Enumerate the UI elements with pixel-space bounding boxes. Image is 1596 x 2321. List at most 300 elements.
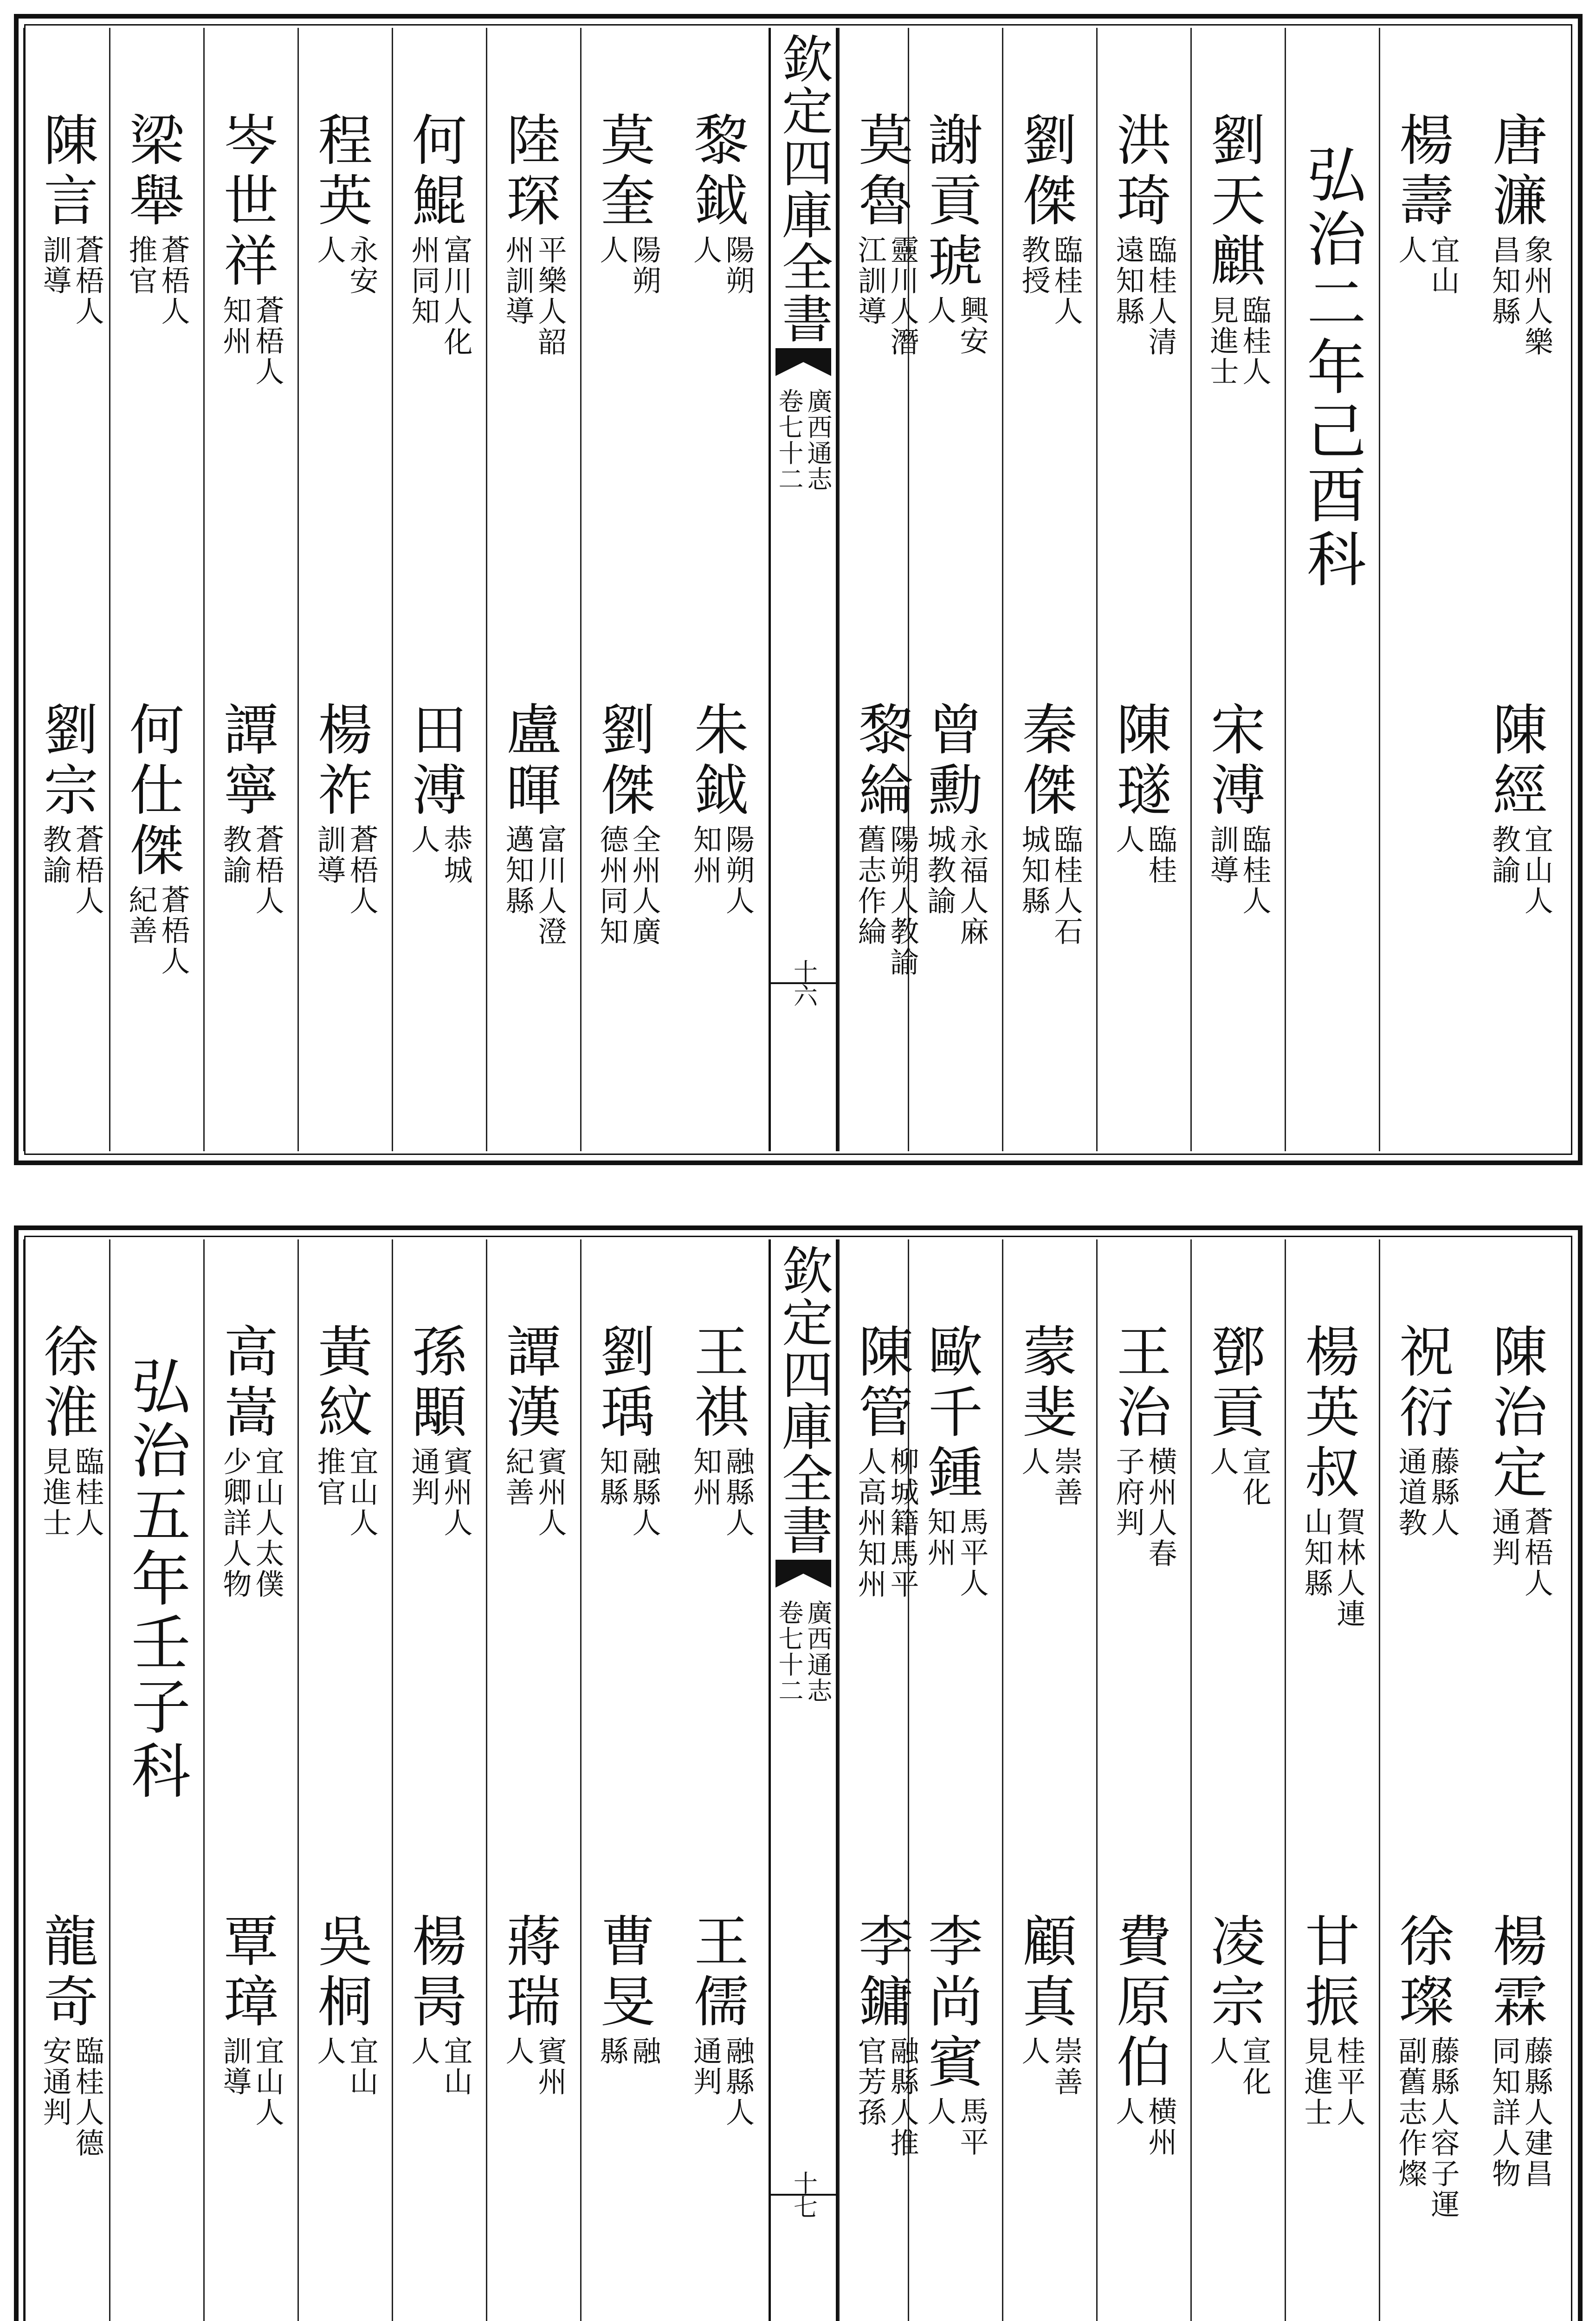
person-name: 李尚賓 — [919, 1913, 983, 2094]
annotation — [408, 235, 471, 357]
text-column — [392, 1239, 486, 2321]
person-name: 秦傑 — [1013, 701, 1077, 822]
annotation — [314, 235, 377, 296]
person-name: 李鏞 — [849, 1913, 913, 2033]
entry — [1286, 1913, 1379, 2128]
text-column — [486, 28, 580, 1151]
person-name: 朱鉞 — [685, 701, 749, 822]
annotation-line: 臨桂人石 — [1049, 824, 1083, 947]
annotation-line: 横州 — [1144, 2096, 1177, 2158]
entry — [674, 701, 769, 916]
annotation-line: 藤縣人建昌 — [1519, 2036, 1554, 2189]
person-name: 宋溥 — [1202, 701, 1266, 822]
annotation — [220, 295, 283, 387]
annotation — [854, 1446, 918, 1600]
annotation — [1112, 824, 1176, 886]
annotation-line: 人 — [1205, 2036, 1239, 2067]
annotation — [924, 1507, 987, 1599]
person-name: 莫奎 — [591, 111, 655, 232]
annotation-line: 融縣人推 — [885, 2036, 919, 2159]
annotation-line: 知州 — [923, 1507, 956, 1568]
annotation — [220, 1446, 283, 1600]
annotation-line: 賓州 — [533, 2036, 567, 2097]
entry — [1098, 1323, 1190, 1569]
entry — [1192, 1913, 1285, 2097]
entry — [25, 1913, 117, 2159]
text-column — [1002, 28, 1096, 1151]
text-column — [23, 28, 117, 1151]
text-column — [297, 1239, 392, 2321]
annotation-line: 融縣人 — [721, 1446, 755, 1538]
person-name: 曾勳 — [919, 701, 983, 822]
annotation-line: 融縣人 — [627, 1446, 661, 1538]
annotation-line: 見進士 — [1205, 295, 1239, 387]
annotation-line: 融 — [627, 2036, 661, 2067]
entry — [1003, 701, 1096, 947]
annotation-line: 融縣人 — [721, 2036, 755, 2128]
entry — [582, 111, 674, 296]
annotation-line: 柳城籍馬平 — [885, 1446, 919, 1600]
entry — [1473, 1323, 1567, 1599]
annotation-line: 訓導 — [38, 235, 72, 296]
person-name: 陸琛 — [497, 111, 561, 232]
entry — [205, 1323, 297, 1600]
annotation-line: 人 — [688, 235, 723, 266]
annotation-line: 人 — [1111, 824, 1145, 855]
annotation-line: 崇善 — [1049, 1446, 1083, 1508]
person-name: 楊霖 — [1483, 1913, 1548, 2033]
text-column — [838, 1239, 932, 2321]
person-name: 謝貢琥 — [919, 111, 983, 292]
person-name: 田溥 — [403, 701, 467, 822]
person-name: 龍奇 — [34, 1913, 98, 2033]
text-column — [1379, 1239, 1473, 2321]
text-column — [1002, 1239, 1096, 2321]
entry — [674, 1913, 769, 2128]
person-name: 譚寧 — [214, 701, 278, 822]
source-label — [776, 388, 831, 492]
annotation-line: 宜山人 — [345, 1446, 379, 1538]
annotation-line: 訓導 — [312, 824, 346, 886]
person-name: 蔣瑞 — [497, 1913, 561, 2033]
person-name: 孫顒 — [403, 1323, 467, 1444]
leaf-number: 十六 — [789, 959, 817, 1007]
annotation-line: 藤縣人 — [1426, 1446, 1460, 1538]
annotation-line: 知州 — [218, 295, 252, 357]
annotation-line: 臨桂 — [1144, 824, 1177, 886]
annotation-line: 通判 — [407, 1446, 440, 1508]
person-name: 陳璲 — [1107, 701, 1171, 822]
annotation — [924, 2096, 987, 2158]
text-column — [23, 1239, 117, 2321]
entry — [1380, 111, 1473, 296]
annotation-line: 人高州知州 — [853, 1446, 887, 1600]
person-name: 洪琦 — [1107, 111, 1171, 232]
annotation-line: 臨桂人 — [1238, 824, 1272, 916]
entry — [25, 111, 117, 327]
annotation-line: 宜山人 — [1519, 824, 1554, 916]
person-name: 祝衍 — [1390, 1323, 1454, 1444]
exam-heading-column — [1285, 28, 1379, 1151]
annotation-line: 安通判 — [38, 2036, 72, 2128]
annotation — [854, 235, 918, 357]
person-name: 徐淮 — [34, 1323, 98, 1444]
annotation — [854, 824, 918, 978]
person-name: 歐千鍾 — [919, 1323, 983, 1504]
annotation — [690, 1446, 753, 1538]
annotation — [39, 2036, 103, 2159]
annotation — [596, 1446, 659, 1538]
annotation-line: 臨桂人 — [71, 1446, 104, 1538]
person-name: 高嵩 — [214, 1323, 278, 1444]
person-name: 梁舉 — [120, 111, 184, 232]
entry — [1192, 1323, 1285, 1508]
annotation — [502, 1446, 565, 1538]
annotation-line: 臨桂人 — [1238, 295, 1272, 387]
entry — [205, 1913, 297, 2128]
text-column — [203, 28, 297, 1151]
annotation — [924, 295, 987, 357]
person-name: 蒙斐 — [1013, 1323, 1077, 1444]
annotation-line: 全州人廣 — [627, 824, 661, 947]
annotation — [125, 885, 188, 977]
person-name: 黎綸 — [849, 701, 913, 822]
annotation-line: 蒼梧人 — [156, 235, 190, 327]
text-column — [674, 28, 769, 1151]
text-column — [674, 1239, 769, 2321]
annotation-line: 同知詳人物 — [1487, 2036, 1521, 2189]
exam-heading — [1286, 144, 1379, 592]
exam-heading — [110, 1355, 203, 1804]
annotation — [502, 235, 565, 357]
annotation — [39, 1446, 103, 1538]
entry — [582, 1323, 674, 1538]
person-name: 劉傑 — [591, 701, 655, 822]
entry — [840, 111, 932, 357]
annotation-line: 縣 — [595, 2036, 629, 2067]
entry — [1003, 1323, 1096, 1508]
entry — [25, 701, 117, 916]
annotation-line: 宜山 — [345, 2036, 379, 2097]
annotation-line: 通判 — [688, 2036, 723, 2097]
text-column — [1379, 28, 1473, 1151]
annotation-line: 教諭 — [38, 824, 72, 886]
person-name: 覃璋 — [214, 1913, 278, 2033]
annotation-line: 馬平 — [955, 2096, 989, 2158]
person-name: 盧暉 — [497, 701, 561, 822]
entry — [393, 701, 486, 886]
person-name: 譚漢 — [497, 1323, 561, 1444]
annotation — [220, 824, 283, 916]
entry — [1380, 1323, 1473, 1538]
person-name: 陳經 — [1483, 701, 1548, 822]
annotation — [408, 1446, 471, 1538]
text-column — [486, 1239, 580, 2321]
annotation — [596, 824, 659, 947]
entry — [1192, 701, 1285, 916]
annotation — [314, 824, 377, 916]
center-fold-column — [769, 1239, 838, 2321]
person-name: 濂 — [1483, 172, 1548, 232]
exam-year-heading: 弘治二年己酉科 — [1297, 144, 1366, 592]
text-column — [297, 28, 392, 1151]
annotation-line: 陽朔人教諭 — [885, 824, 919, 978]
entry — [582, 1913, 674, 2067]
annotation-line: 人 — [1017, 1446, 1051, 1477]
annotation-line: 人 — [312, 235, 346, 266]
annotation-line: 陽朔 — [627, 235, 661, 296]
entry — [110, 111, 203, 327]
annotation-line: 宜山 — [1426, 235, 1460, 296]
annotation — [1018, 824, 1081, 947]
text-column — [1190, 1239, 1285, 2321]
annotation-line: 紀善 — [124, 885, 158, 946]
annotation-line: 富川人化 — [439, 235, 473, 357]
annotation — [690, 235, 753, 296]
annotation-line: 通判 — [1487, 1507, 1521, 1568]
annotation-line: 州訓導 — [501, 235, 535, 327]
source-book: 廣西通志 — [803, 1600, 833, 1704]
top-leaf — [14, 14, 1583, 1165]
entry — [299, 111, 392, 296]
annotation — [596, 235, 659, 296]
entry — [393, 111, 486, 357]
annotation-line: 蒼梧人 — [251, 295, 284, 387]
person-name: 何鯤 — [403, 111, 467, 232]
annotation-line: 人 — [407, 2036, 440, 2067]
annotation-line: 臨桂人清 — [1144, 235, 1177, 357]
text-column — [1190, 28, 1285, 1151]
source-book: 廣西通志 — [803, 388, 833, 492]
annotation-line: 見進士 — [38, 1446, 72, 1538]
person-name: 劉瑀 — [591, 1323, 655, 1444]
annotation-line: 通道教 — [1394, 1446, 1428, 1538]
annotation — [314, 1446, 377, 1538]
source-volume: 卷七十二 — [775, 388, 804, 492]
annotation-line: 知縣 — [595, 1446, 629, 1508]
annotation — [1018, 235, 1081, 327]
person-name: 何仕傑 — [120, 701, 184, 882]
text-column — [580, 28, 674, 1151]
person-name: 黃紋 — [309, 1323, 373, 1444]
entry — [1192, 111, 1285, 387]
entry — [840, 701, 932, 978]
annotation — [1395, 235, 1458, 296]
text-column — [1096, 28, 1190, 1151]
annotation-line: 臨桂人德 — [71, 2036, 104, 2159]
annotation-line: 富川人澄 — [533, 824, 567, 947]
annotation-line: 德州同知 — [595, 824, 629, 947]
annotation — [1207, 824, 1270, 916]
annotation-line: 教授 — [1017, 235, 1051, 296]
text-column — [1096, 1239, 1190, 2321]
entry — [487, 701, 580, 947]
exam-heading-column — [109, 1239, 203, 2321]
person-name: 王祺 — [685, 1323, 749, 1444]
annotation — [690, 2036, 753, 2128]
person-name: 陳言 — [34, 111, 98, 232]
person-name: 劉天麒 — [1202, 111, 1266, 292]
annotation — [408, 824, 471, 886]
annotation — [1112, 235, 1176, 357]
annotation-line: 昌知縣 — [1487, 235, 1521, 327]
center-fold-column — [769, 28, 838, 1151]
entry — [299, 1913, 392, 2097]
annotation — [39, 824, 103, 916]
person-name: 甘振 — [1296, 1913, 1360, 2033]
entry — [299, 701, 392, 916]
annotation — [1207, 295, 1270, 387]
leaf-number: 十七 — [789, 2171, 817, 2219]
annotation-line: 推官 — [124, 235, 158, 296]
text-column — [1285, 1239, 1379, 2321]
person-name: 徐璨 — [1390, 1913, 1454, 2033]
annotation-line: 子府判 — [1111, 1446, 1145, 1538]
entry — [674, 1323, 769, 1538]
annotation-line: 官芳孫 — [853, 2036, 887, 2128]
entry — [1098, 111, 1190, 357]
entry — [487, 1913, 580, 2097]
annotation-line: 象州人樂 — [1519, 235, 1554, 357]
annotation-line: 平樂人韶 — [533, 235, 567, 357]
person-name: 岑世祥 — [214, 111, 278, 292]
person-name: 楊昺 — [403, 1913, 467, 2033]
person-name: 程英 — [309, 111, 373, 232]
annotation-line: 山知縣 — [1299, 1507, 1333, 1599]
annotation-line: 人 — [923, 2096, 956, 2127]
entry — [1473, 111, 1567, 357]
annotation-line: 遠知縣 — [1111, 235, 1145, 327]
person-name: 曹旻 — [591, 1913, 655, 2033]
text-column — [838, 28, 932, 1151]
annotation — [1489, 235, 1552, 357]
annotation-line: 人 — [501, 2036, 535, 2067]
annotation-line: 陽朔人 — [721, 824, 755, 916]
annotation-line: 見進士 — [1299, 2036, 1333, 2128]
annotation — [39, 235, 103, 327]
center-rule — [771, 2194, 836, 2196]
entry — [393, 1323, 486, 1538]
annotation-line: 邁知縣 — [501, 824, 535, 916]
annotation — [314, 2036, 377, 2097]
person-name: 劉宗 — [34, 701, 98, 822]
annotation-line: 宜山 — [439, 2036, 473, 2097]
annotation-line: 人 — [923, 295, 956, 326]
text-column — [109, 28, 203, 1151]
entry — [840, 1323, 932, 1600]
entry — [674, 111, 769, 296]
annotation-line: 推官 — [312, 1446, 346, 1508]
entry — [1380, 1913, 1473, 2220]
annotation-line: 人 — [1017, 2036, 1051, 2067]
annotation-line: 蒼梧人 — [71, 824, 104, 916]
entry — [840, 1913, 932, 2159]
source-volume: 卷七十二 — [775, 1600, 804, 1704]
source-label — [776, 1600, 831, 1704]
annotation-line: 蒼梧人 — [156, 885, 190, 977]
annotation-line: 知州 — [688, 1446, 723, 1508]
annotation-line: 永安 — [345, 235, 379, 296]
text-column — [392, 28, 486, 1151]
annotation — [690, 824, 753, 916]
annotation-line: 少卿詳人物 — [218, 1446, 252, 1600]
annotation — [1395, 1446, 1458, 1538]
annotation-line: 横州人春 — [1144, 1446, 1177, 1569]
entry — [205, 111, 297, 387]
person-name: 王治 — [1107, 1323, 1171, 1444]
entry — [487, 111, 580, 357]
book-title: 欽定四庫全書 — [774, 1244, 833, 1556]
annotation — [924, 824, 987, 947]
annotation-line: 馬平人 — [955, 1507, 989, 1599]
entry — [1003, 111, 1096, 327]
annotation-line: 恭城 — [439, 824, 473, 886]
text-column — [1473, 28, 1567, 1151]
annotation — [1395, 2036, 1458, 2220]
person-name: 莫魯 — [849, 111, 913, 232]
annotation — [1489, 824, 1552, 916]
annotation-line: 人 — [1205, 1446, 1239, 1477]
text-column — [580, 1239, 674, 2321]
entry — [1286, 1323, 1379, 1629]
annotation-line: 舊志作綸 — [853, 824, 887, 947]
annotation-line: 人 — [312, 2036, 346, 2067]
annotation-line: 人 — [1394, 235, 1428, 266]
person-name: 吳桐 — [309, 1913, 373, 2033]
annotation — [502, 824, 565, 947]
annotation-line: 教諭 — [1487, 824, 1521, 886]
person-name: 顧真 — [1013, 1913, 1077, 2033]
annotation-line: 教諭 — [218, 824, 252, 886]
entry — [1098, 1913, 1190, 2158]
annotation-line: 靈川人潛 — [885, 235, 919, 357]
annotation — [1018, 1446, 1081, 1508]
fishtail-mark-icon — [775, 1560, 831, 1597]
center-rule — [771, 982, 836, 984]
annotation-line: 知州 — [688, 824, 723, 886]
annotation — [1489, 1507, 1552, 1599]
entry — [1098, 701, 1190, 886]
person-name: 王儒 — [685, 1913, 749, 2033]
entry — [393, 1913, 486, 2097]
annotation-line: 宣化 — [1238, 1446, 1272, 1508]
annotation-line: 人 — [595, 235, 629, 266]
bottom-leaf — [14, 1225, 1583, 2321]
entry — [1003, 1913, 1096, 2097]
annotation-line: 訓導 — [218, 2036, 252, 2097]
annotation — [1301, 2036, 1364, 2128]
annotation — [408, 2036, 471, 2097]
entry — [299, 1323, 392, 1538]
exam-year-heading: 弘治五年壬子科 — [121, 1355, 190, 1804]
annotation-line: 興安 — [955, 295, 989, 357]
person-name: 鄧貢 — [1202, 1323, 1266, 1444]
person-name: 楊壽 — [1390, 111, 1454, 232]
entry — [1473, 1913, 1567, 2189]
annotation-line: 宜山人太僕 — [251, 1446, 284, 1600]
annotation-line: 賓州人 — [533, 1446, 567, 1538]
entry — [487, 1323, 580, 1538]
annotation — [1018, 2036, 1081, 2097]
fishtail-mark-icon — [775, 348, 831, 385]
annotation — [1207, 1446, 1270, 1508]
annotation-line: 人 — [1111, 2096, 1145, 2127]
person-name: 陳治定 — [1483, 1323, 1548, 1504]
annotation — [1112, 1446, 1176, 1569]
annotation-line: 城教諭 — [923, 824, 956, 916]
annotation-line: 崇善 — [1049, 2036, 1083, 2097]
annotation-line: 宣化 — [1238, 2036, 1272, 2097]
